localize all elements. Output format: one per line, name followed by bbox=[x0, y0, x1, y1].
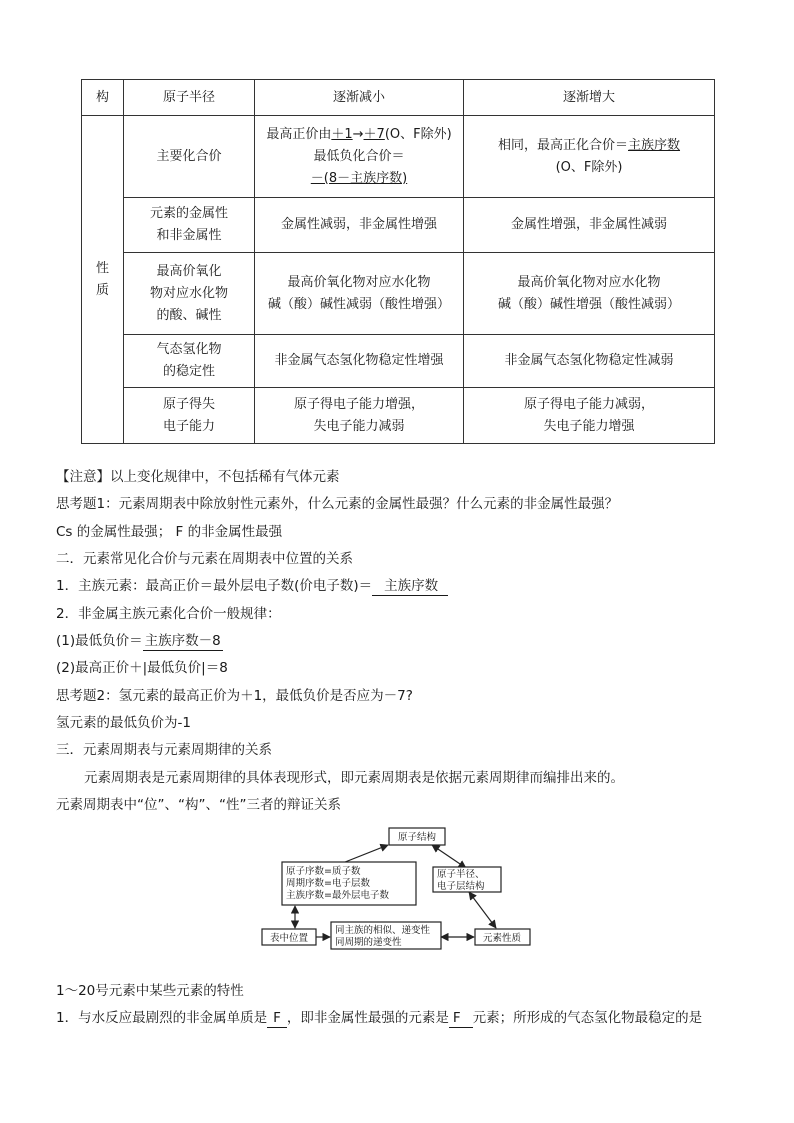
text-span: 失电子能力减弱 bbox=[313, 418, 405, 434]
text-span: (O、F除外) bbox=[384, 126, 452, 142]
text-span: 的酸、碱性 bbox=[156, 307, 222, 323]
text-span: 元素；所形成的气态氢化物最稳定的是 bbox=[472, 1010, 703, 1026]
left-relation-line: 原子序数=质子数 bbox=[286, 866, 361, 877]
text-span: 相同，最高正化合价＝ bbox=[497, 137, 628, 153]
paragraph-5: 1～20号元素中某些元素的特性 bbox=[56, 983, 244, 999]
text-span: → bbox=[352, 126, 364, 142]
answer-1: Cs 的金属性最强； F 的非金属性最强 bbox=[56, 524, 283, 540]
side-label-char: 性 bbox=[95, 260, 109, 276]
text-span: 原子得电子能力减弱， bbox=[523, 396, 654, 412]
middle-relation-line: 同周期的递变性 bbox=[335, 937, 402, 948]
arrow-structure-right bbox=[432, 845, 466, 868]
text-span: 元素的金属性 bbox=[149, 206, 228, 221]
text-span: 最高价氧化物对应水化物 bbox=[287, 274, 431, 290]
answer-2: 氢元素的最低负价为-1 bbox=[56, 715, 191, 731]
header-increase-cell: 逐渐增大 bbox=[464, 80, 715, 116]
row-right-cell: 非金属气态氢化物稳定性减弱 bbox=[464, 335, 715, 388]
fill-blank: 主族序数－8 bbox=[144, 633, 221, 649]
right-relation-line: 电子层结构 bbox=[437, 881, 485, 892]
text-span: 气态氢化物 bbox=[156, 342, 222, 357]
question-1: 思考题1：元素周期表中除放射性元素外，什么元素的金属性最强？什么元素的非金属性最强？ bbox=[56, 496, 619, 512]
header-structure-cell: 构 bbox=[82, 80, 124, 116]
note-line: 【注意】以上变化规律中，不包括稀有气体元素 bbox=[56, 469, 340, 485]
text-span: 1．主族元素：最高正价＝最外层电子数(价电子数)＝ bbox=[56, 578, 373, 594]
row-name-cell: 主要化合价 bbox=[124, 116, 255, 198]
text-span: ，即非金属性最强的元素是 bbox=[286, 1010, 449, 1026]
text-span: 最高正价由 bbox=[266, 126, 332, 142]
text-span: 的稳定性 bbox=[162, 364, 215, 379]
left-relation-line: 主族序数=最外层电子数 bbox=[286, 890, 389, 901]
paragraph-6 bbox=[56, 1008, 702, 1028]
text-span: 碱（酸）碱性增强（酸性减弱） bbox=[497, 296, 680, 312]
header-decrease-cell: 逐渐减小 bbox=[255, 80, 464, 116]
structure-label: 原子结构 bbox=[397, 832, 437, 843]
text-span: 物对应水化物 bbox=[149, 285, 228, 301]
underlined-value: －(8－主族序数) bbox=[310, 170, 408, 186]
section-3-heading: 三．元素周期表与元素周期律的关系 bbox=[56, 742, 272, 758]
underlined-value: 主族序数 bbox=[628, 137, 681, 153]
text-span: 和非金属性 bbox=[156, 228, 222, 243]
row-left-cell: 金属性减弱，非金属性增强 bbox=[255, 198, 464, 253]
text-span: (O、F除外) bbox=[555, 159, 623, 175]
property-label: 元素性质 bbox=[482, 933, 522, 944]
text-span: 最高价氧化 bbox=[156, 263, 222, 279]
text-span: 原子得电子能力增强， bbox=[293, 396, 424, 412]
fill-blank: F bbox=[267, 1010, 287, 1028]
text-span: 最高价氧化物对应水化物 bbox=[517, 274, 661, 290]
point-2: 2．非金属主族元素化合价一般规律： bbox=[56, 606, 281, 622]
left-relation-line: 周期序数=电子层数 bbox=[286, 878, 370, 889]
text-span: 最低负化合价＝ bbox=[313, 148, 405, 164]
question-2: 思考题2：氢元素的最高正价为＋1，最低负价是否应为－7? bbox=[56, 688, 413, 704]
underlined-value: ＋1 bbox=[331, 126, 353, 142]
point-2-2: (2)最高正价＋|最低负价|＝8 bbox=[56, 660, 228, 676]
diagram-caption: 元素周期表中“位”、“构”、“性”三者的辩证关系 bbox=[56, 797, 341, 813]
row-left-cell: 非金属气态氢化物稳定性增强 bbox=[255, 335, 464, 388]
header-radius-cell: 原子半径 bbox=[124, 80, 255, 116]
text-span: 1．与水反应最剧烈的非金属单质是 bbox=[56, 1010, 268, 1026]
right-relation-line: 原子半径、 bbox=[437, 869, 485, 880]
paragraph-3: 元素周期表是元素周期律的具体表现形式，即元素周期表是依据元素周期律而编排出来的。 bbox=[84, 770, 624, 786]
fill-blank: 主族序数 bbox=[372, 578, 448, 596]
arrow-right-property bbox=[469, 892, 496, 928]
position-label: 表中位置 bbox=[269, 933, 309, 944]
section-2-heading: 二．元素常见化合价与元素在周期表中位置的关系 bbox=[56, 551, 353, 567]
side-label-char: 质 bbox=[95, 282, 109, 298]
text-span: 电子能力 bbox=[162, 418, 215, 434]
text-span: 原子得失 bbox=[162, 396, 215, 412]
text-span: 失电子能力增强 bbox=[543, 418, 635, 434]
middle-relation-line: 同主族的相似、递变性 bbox=[335, 925, 431, 936]
underlined-value: ＋7 bbox=[363, 126, 385, 142]
fill-blank: F bbox=[449, 1010, 473, 1028]
text-span: (1)最低负价＝ bbox=[56, 633, 143, 649]
text-span: 碱（酸）碱性减弱（酸性增强） bbox=[267, 296, 450, 312]
row-right-cell: 金属性增强，非金属性减弱 bbox=[464, 198, 715, 253]
